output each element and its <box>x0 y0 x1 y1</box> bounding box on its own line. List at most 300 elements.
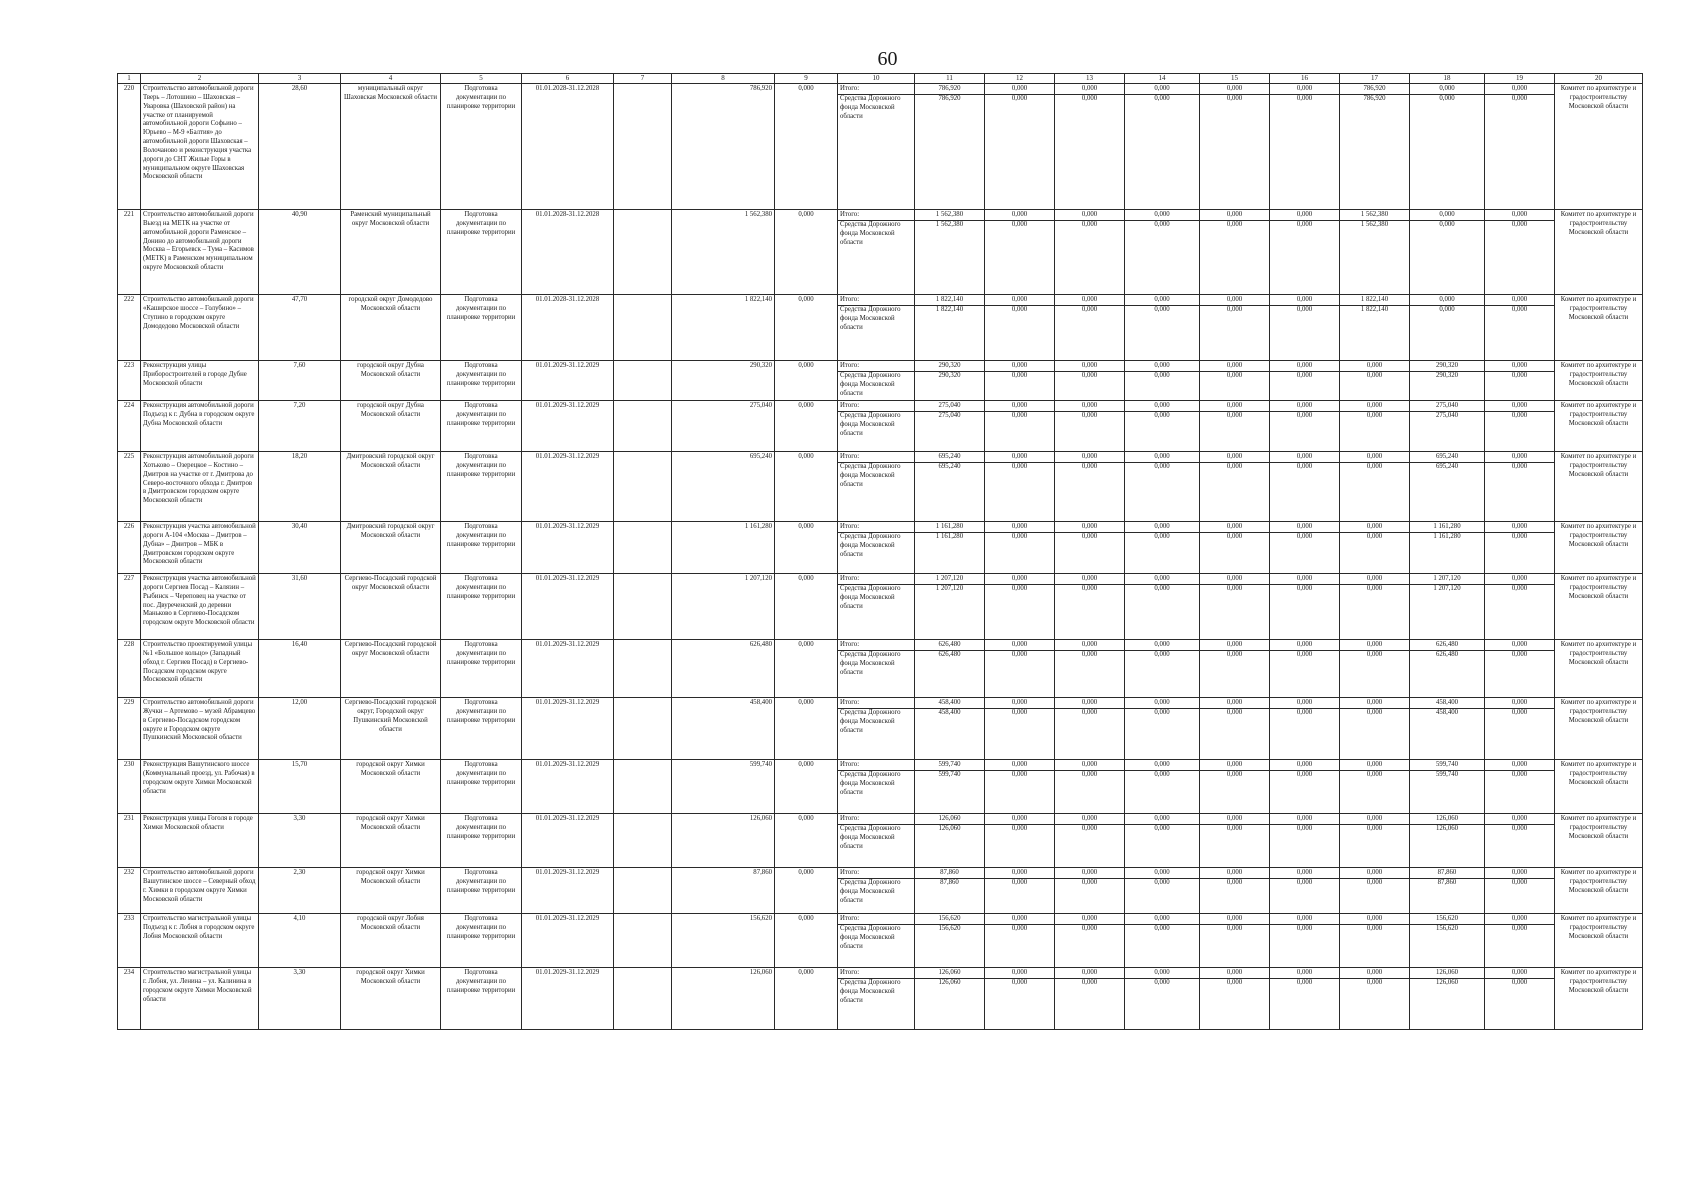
table-row <box>118 452 1643 522</box>
amount-source: 1 161,280 <box>935 532 964 540</box>
municipality: Сергиево-Посадский городской округ Московской области <box>341 640 441 698</box>
amount-column-16 <box>1270 968 1340 1030</box>
amount-total: 0,000 <box>1270 699 1339 709</box>
amount-source: 0,000 <box>1366 532 1383 540</box>
amount-source: 0,000 <box>1011 584 1028 592</box>
total-cost: 1 161,280 <box>672 522 775 574</box>
amount-total: 0,000 <box>1055 453 1124 463</box>
amount-total: 0,000 <box>1125 575 1199 585</box>
municipality: городской округ Лобня Московской области <box>341 914 441 968</box>
amount-total: 0,000 <box>985 815 1054 825</box>
responsible-executor: Комитет по архитектуре и градостроительству Московской области <box>1555 401 1643 452</box>
amount-total: 0,000 <box>1125 402 1199 412</box>
amount-total: 0,000 <box>1410 211 1484 221</box>
object-name: Строительство автомобильной дороги Выезд на МЕТК на участке от автомобильной дороги Раменское – Донино до автомобильной дороги Москва – Егорьевск – Тума – Касимов (МЕТК) в Раменском муниципальном округе Московской области <box>141 210 259 295</box>
amount-total: 0,000 <box>1125 85 1199 95</box>
amount-column-13 <box>1055 452 1125 522</box>
amount-total: 0,000 <box>1410 296 1484 306</box>
municipality: Сергиево-Посадский городской округ Московской области <box>341 574 441 640</box>
amount-total: 0,000 <box>985 761 1054 771</box>
amount-total: 458,400 <box>1410 699 1484 709</box>
amount-total: 0,000 <box>1055 869 1124 879</box>
financing-source-label: Средства Дорожного фонда Московской области <box>840 924 901 950</box>
funded-amount: 0,000 <box>775 814 838 868</box>
amount-source: 0,000 <box>1226 650 1243 658</box>
amount-column-11 <box>915 452 985 522</box>
amount-column-13 <box>1055 760 1125 814</box>
financing-total-label: Итого: <box>838 362 914 372</box>
amount-source: 599,740 <box>938 770 961 778</box>
responsible-executor: Комитет по архитектуре и градостроительству Московской области <box>1555 698 1643 760</box>
amount-total: 0,000 <box>1485 523 1554 533</box>
amount-column-16 <box>1270 698 1340 760</box>
column-7-value <box>614 401 672 452</box>
amount-total: 1 562,380 <box>915 211 984 221</box>
amount-total: 0,000 <box>1200 815 1269 825</box>
amount-column-16 <box>1270 814 1340 868</box>
amount-total: 0,000 <box>1200 85 1269 95</box>
amount-column-14 <box>1125 452 1200 522</box>
amount-column-15 <box>1200 361 1270 401</box>
amount-source: 0,000 <box>1081 708 1098 716</box>
amount-source: 0,000 <box>1154 650 1170 658</box>
amount-total: 156,620 <box>915 915 984 925</box>
amount-total: 0,000 <box>1200 362 1269 372</box>
column-header-10: 10 <box>838 74 915 84</box>
amount-source: 0,000 <box>1296 371 1313 379</box>
amount-column-14 <box>1125 968 1200 1030</box>
amount-source: 87,860 <box>1437 878 1457 886</box>
total-cost: 1 562,380 <box>672 210 775 295</box>
column-7-value <box>614 968 672 1030</box>
responsible-executor: Комитет по архитектуре и градостроительству Московской области <box>1555 814 1643 868</box>
amount-source: 626,480 <box>938 650 961 658</box>
amount-source: 0,000 <box>1081 305 1098 313</box>
amount-source: 0,000 <box>1296 924 1313 932</box>
amount-total: 0,000 <box>1340 969 1409 979</box>
column-header-6: 6 <box>522 74 614 84</box>
column-number-row <box>118 74 1643 84</box>
responsible-executor: Комитет по архитектуре и градостроительству Московской области <box>1555 361 1643 401</box>
amount-source: 0,000 <box>1154 532 1170 540</box>
amount-total: 1 161,280 <box>1410 523 1484 533</box>
table-row <box>118 760 1643 814</box>
amount-column-18 <box>1410 401 1485 452</box>
financing-total-label: Итого: <box>838 523 914 533</box>
column-header-13: 13 <box>1055 74 1125 84</box>
amount-source: 0,000 <box>1366 411 1383 419</box>
amount-column-16 <box>1270 760 1340 814</box>
amount-total: 0,000 <box>1125 296 1199 306</box>
municipality: городской округ Домодедово Московской области <box>341 295 441 361</box>
amount-total: 0,000 <box>1270 402 1339 412</box>
amount-column-12 <box>985 640 1055 698</box>
amount-source: 0,000 <box>1296 411 1313 419</box>
amount-source: 1 822,140 <box>1360 305 1389 313</box>
amount-total: 0,000 <box>1125 699 1199 709</box>
amount-total: 0,000 <box>1200 523 1269 533</box>
amount-total: 0,000 <box>1200 402 1269 412</box>
amount-total: 0,000 <box>1200 296 1269 306</box>
amount-column-19 <box>1485 968 1555 1030</box>
municipality: городской округ Дубна Московской области <box>341 401 441 452</box>
amount-total: 0,000 <box>1340 915 1409 925</box>
amount-column-18 <box>1410 914 1485 968</box>
responsible-executor: Комитет по архитектуре и градостроительству Московской области <box>1555 574 1643 640</box>
amount-column-12 <box>985 698 1055 760</box>
work-period: 01.01.2028-31.12.2028 <box>522 210 614 295</box>
amount-total: 0,000 <box>1125 211 1199 221</box>
amount-column-17 <box>1340 914 1410 968</box>
amount-column-12 <box>985 84 1055 210</box>
amount-total: 0,000 <box>1485 402 1554 412</box>
amount-total: 0,000 <box>1200 969 1269 979</box>
amount-column-14 <box>1125 401 1200 452</box>
column-7-value <box>614 452 672 522</box>
amount-source: 0,000 <box>1011 462 1028 470</box>
responsible-executor: Комитет по архитектуре и градостроительству Московской области <box>1555 84 1643 210</box>
amount-column-12 <box>985 210 1055 295</box>
amount-total: 0,000 <box>1055 402 1124 412</box>
amount-total: 0,000 <box>1200 915 1269 925</box>
financing-source <box>838 210 915 295</box>
amount-source: 458,400 <box>938 708 961 716</box>
amount-column-19 <box>1485 640 1555 698</box>
amount-column-15 <box>1200 640 1270 698</box>
amount-source: 0,000 <box>1011 371 1028 379</box>
amount-column-13 <box>1055 698 1125 760</box>
amount-source: 0,000 <box>1011 305 1028 313</box>
amount-total: 0,000 <box>1270 969 1339 979</box>
amount-column-14 <box>1125 84 1200 210</box>
responsible-executor: Комитет по архитектуре и градостроительству Московской области <box>1555 210 1643 295</box>
row-number: 234 <box>118 968 141 1030</box>
amount-total: 626,480 <box>915 641 984 651</box>
amount-column-12 <box>985 760 1055 814</box>
object-name: Строительство проектируемой улицы №1 «Большое кольцо» (Западный обход г. Сергиев Посад) в Сергиево-Посадском городском округе Московской области <box>141 640 259 698</box>
amount-total: 599,740 <box>1410 761 1484 771</box>
amount-column-14 <box>1125 210 1200 295</box>
amount-total: 0,000 <box>1340 869 1409 879</box>
financing-source-label: Средства Дорожного фонда Московской области <box>840 462 901 488</box>
row-number: 223 <box>118 361 141 401</box>
row-number: 228 <box>118 640 141 698</box>
amount-source: 0,000 <box>1081 650 1098 658</box>
total-cost: 626,480 <box>672 640 775 698</box>
row-number: 230 <box>118 760 141 814</box>
table-row <box>118 914 1643 968</box>
amount-column-17 <box>1340 452 1410 522</box>
amount-source: 1 207,120 <box>935 584 964 592</box>
amount-total: 0,000 <box>1055 211 1124 221</box>
work-period: 01.01.2029-31.12.2029 <box>522 914 614 968</box>
amount-column-12 <box>985 361 1055 401</box>
amount-source: 0,000 <box>1366 371 1383 379</box>
amount-column-16 <box>1270 574 1340 640</box>
amount-total: 0,000 <box>1340 815 1409 825</box>
amount-total: 0,000 <box>1270 523 1339 533</box>
amount-total: 87,860 <box>915 869 984 879</box>
amount-source: 0,000 <box>1226 220 1243 228</box>
amount-source: 0,000 <box>1296 305 1313 313</box>
amount-source: 0,000 <box>1154 978 1170 986</box>
work-period: 01.01.2029-31.12.2029 <box>522 361 614 401</box>
work-period: 01.01.2029-31.12.2029 <box>522 868 614 914</box>
municipality: Дмитровский городской округ Московской области <box>341 452 441 522</box>
funded-amount: 0,000 <box>775 574 838 640</box>
work-stage: Подготовка документации по планировке территории <box>441 698 522 760</box>
amount-source: 1 207,120 <box>1433 584 1461 592</box>
amount-column-19 <box>1485 522 1555 574</box>
amount-total: 0,000 <box>1055 641 1124 651</box>
amount-column-12 <box>985 914 1055 968</box>
amount-total: 0,000 <box>1340 641 1409 651</box>
amount-source: 0,000 <box>1296 978 1313 986</box>
table-row <box>118 868 1643 914</box>
amount-source: 0,000 <box>1081 978 1098 986</box>
amount-column-17 <box>1340 401 1410 452</box>
amount-total: 0,000 <box>985 402 1054 412</box>
amount-column-14 <box>1125 640 1200 698</box>
responsible-executor: Комитет по архитектуре и градостроительству Московской области <box>1555 452 1643 522</box>
amount-column-15 <box>1200 574 1270 640</box>
work-stage: Подготовка документации по планировке территории <box>441 968 522 1030</box>
amount-source: 0,000 <box>1226 462 1243 470</box>
amount-total: 0,000 <box>1270 869 1339 879</box>
amount-total: 0,000 <box>1485 641 1554 651</box>
amount-column-18 <box>1410 760 1485 814</box>
amount-total: 0,000 <box>1485 453 1554 463</box>
responsible-executor: Комитет по архитектуре и градостроительству Московской области <box>1555 295 1643 361</box>
amount-total: 0,000 <box>1200 575 1269 585</box>
amount-source: 0,000 <box>1081 824 1098 832</box>
funded-amount: 0,000 <box>775 868 838 914</box>
funded-amount: 0,000 <box>775 760 838 814</box>
table-row <box>118 698 1643 760</box>
amount-total: 0,000 <box>1485 575 1554 585</box>
amount-total: 0,000 <box>1485 699 1554 709</box>
amount-total: 0,000 <box>1125 641 1199 651</box>
amount-total: 275,040 <box>1410 402 1484 412</box>
amount-column-19 <box>1485 452 1555 522</box>
amount-column-11 <box>915 968 985 1030</box>
amount-source: 126,060 <box>1435 978 1459 986</box>
financing-source <box>838 698 915 760</box>
amount-total: 0,000 <box>1055 575 1124 585</box>
work-stage: Подготовка документации по планировке территории <box>441 295 522 361</box>
financing-total-label: Итого: <box>838 453 914 463</box>
table-row <box>118 814 1643 868</box>
row-number: 229 <box>118 698 141 760</box>
amount-total: 0,000 <box>985 915 1054 925</box>
work-period: 01.01.2029-31.12.2029 <box>522 452 614 522</box>
amount-column-15 <box>1200 84 1270 210</box>
amount-source: 0,000 <box>1511 94 1528 102</box>
amount-total: 0,000 <box>1125 453 1199 463</box>
amount-total: 1 562,380 <box>1340 211 1409 221</box>
work-period: 01.01.2029-31.12.2029 <box>522 760 614 814</box>
amount-total: 0,000 <box>1270 211 1339 221</box>
column-header-9: 9 <box>775 74 838 84</box>
responsible-executor: Комитет по архитектуре и градостроительству Московской области <box>1555 640 1643 698</box>
amount-column-13 <box>1055 84 1125 210</box>
column-header-20: 20 <box>1555 74 1643 84</box>
row-number: 222 <box>118 295 141 361</box>
column-7-value <box>614 760 672 814</box>
amount-source: 126,060 <box>938 824 961 832</box>
amount-column-12 <box>985 295 1055 361</box>
column-header-5: 5 <box>441 74 522 84</box>
amount-total: 1 207,120 <box>915 575 984 585</box>
amount-column-16 <box>1270 295 1340 361</box>
amount-column-19 <box>1485 401 1555 452</box>
row-number: 220 <box>118 84 141 210</box>
amount-column-15 <box>1200 760 1270 814</box>
amount-source: 0,000 <box>1511 708 1528 716</box>
amount-source: 695,240 <box>938 462 961 470</box>
amount-total: 0,000 <box>1200 761 1269 771</box>
amount-source: 1 562,380 <box>935 220 964 228</box>
amount-source: 0,000 <box>1226 824 1243 832</box>
amount-source: 0,000 <box>1366 878 1383 886</box>
work-stage: Подготовка документации по планировке территории <box>441 574 522 640</box>
amount-source: 0,000 <box>1511 878 1528 886</box>
object-name: Реконструкция улицы Приборостроителей в городе Дубне Московской области <box>141 361 259 401</box>
column-7-value <box>614 698 672 760</box>
column-header-15: 15 <box>1200 74 1270 84</box>
column-header-3: 3 <box>259 74 341 84</box>
amount-total: 0,000 <box>985 869 1054 879</box>
financing-source-label: Средства Дорожного фонда Московской области <box>840 770 901 796</box>
amount-total: 0,000 <box>1125 523 1199 533</box>
work-period: 01.01.2029-31.12.2029 <box>522 522 614 574</box>
amount-column-13 <box>1055 401 1125 452</box>
amount-source: 0,000 <box>1081 770 1098 778</box>
object-length: 4,10 <box>259 914 341 968</box>
amount-source: 0,000 <box>1226 708 1243 716</box>
amount-source: 0,000 <box>1154 924 1170 932</box>
amount-source: 0,000 <box>1296 220 1313 228</box>
amount-total: 0,000 <box>985 362 1054 372</box>
object-length: 7,60 <box>259 361 341 401</box>
object-length: 30,40 <box>259 522 341 574</box>
amount-column-13 <box>1055 210 1125 295</box>
financing-source <box>838 522 915 574</box>
amount-total: 0,000 <box>1485 869 1554 879</box>
amount-column-19 <box>1485 814 1555 868</box>
amount-source: 0,000 <box>1366 462 1383 470</box>
financing-source <box>838 968 915 1030</box>
object-length: 18,20 <box>259 452 341 522</box>
total-cost: 695,240 <box>672 452 775 522</box>
amount-source: 0,000 <box>1011 770 1028 778</box>
financing-total-label: Итого: <box>838 969 914 979</box>
column-7-value <box>614 210 672 295</box>
column-header-8: 8 <box>672 74 775 84</box>
amount-source: 0,000 <box>1296 770 1313 778</box>
funded-amount: 0,000 <box>775 295 838 361</box>
amount-source: 275,040 <box>938 411 961 419</box>
work-stage: Подготовка документации по планировке территории <box>441 914 522 968</box>
amount-total: 0,000 <box>985 523 1054 533</box>
municipality: городской округ Дубна Московской области <box>341 361 441 401</box>
amount-column-18 <box>1410 698 1485 760</box>
financing-source <box>838 574 915 640</box>
table-row <box>118 295 1643 361</box>
financing-source-label: Средства Дорожного фонда Московской области <box>840 532 901 558</box>
column-7-value <box>614 574 672 640</box>
amount-total: 1 161,280 <box>915 523 984 533</box>
object-length: 2,30 <box>259 868 341 914</box>
amount-column-16 <box>1270 868 1340 914</box>
amount-source: 0,000 <box>1226 94 1243 102</box>
amount-source: 0,000 <box>1154 94 1170 102</box>
object-length: 40,90 <box>259 210 341 295</box>
amount-column-13 <box>1055 640 1125 698</box>
amount-total: 0,000 <box>1055 815 1124 825</box>
table-row <box>118 361 1643 401</box>
amount-column-12 <box>985 968 1055 1030</box>
amount-column-18 <box>1410 452 1485 522</box>
amount-source: 0,000 <box>1511 770 1528 778</box>
amount-source: 0,000 <box>1511 532 1528 540</box>
amount-source: 0,000 <box>1511 371 1528 379</box>
row-number: 233 <box>118 914 141 968</box>
funded-amount: 0,000 <box>775 522 838 574</box>
amount-column-15 <box>1200 452 1270 522</box>
object-name: Реконструкция участка автомобильной дороги А-104 «Москва – Дмитров – Дубна» – Дмитров – МБК в Дмитровском городском округе Московской области <box>141 522 259 574</box>
amount-column-12 <box>985 522 1055 574</box>
work-period: 01.01.2029-31.12.2029 <box>522 640 614 698</box>
amount-total: 1 822,140 <box>915 296 984 306</box>
amount-source: 0,000 <box>1296 584 1313 592</box>
object-name: Реконструкция автомобильной дороги Подъезд к г. Дубна в городском округе Дубна Московской области <box>141 401 259 452</box>
financing-total-label: Итого: <box>838 761 914 771</box>
amount-column-11 <box>915 84 985 210</box>
amount-total: 0,000 <box>1485 211 1554 221</box>
work-stage: Подготовка документации по планировке территории <box>441 640 522 698</box>
amount-total: 0,000 <box>1270 641 1339 651</box>
amount-source: 0,000 <box>1511 978 1528 986</box>
row-number: 225 <box>118 452 141 522</box>
column-header-17: 17 <box>1340 74 1410 84</box>
amount-source: 0,000 <box>1296 532 1313 540</box>
financing-source <box>838 361 915 401</box>
amount-source: 0,000 <box>1226 924 1243 932</box>
amount-column-17 <box>1340 640 1410 698</box>
funded-amount: 0,000 <box>775 84 838 210</box>
amount-source: 0,000 <box>1511 411 1528 419</box>
amount-column-12 <box>985 452 1055 522</box>
amount-column-18 <box>1410 210 1485 295</box>
amount-total: 0,000 <box>1125 969 1199 979</box>
amount-column-17 <box>1340 814 1410 868</box>
amount-column-11 <box>915 868 985 914</box>
amount-column-13 <box>1055 968 1125 1030</box>
amount-total: 0,000 <box>1485 85 1554 95</box>
amount-source: 0,000 <box>1296 462 1313 470</box>
column-7-value <box>614 914 672 968</box>
amount-total: 0,000 <box>985 699 1054 709</box>
amount-total: 126,060 <box>915 815 984 825</box>
municipality: городской округ Химки Московской области <box>341 814 441 868</box>
column-header-1: 1 <box>118 74 141 84</box>
amount-source: 0,000 <box>1366 978 1383 986</box>
object-length: 47,70 <box>259 295 341 361</box>
amount-total: 126,060 <box>1410 969 1484 979</box>
amount-column-14 <box>1125 698 1200 760</box>
amount-source: 156,620 <box>938 924 961 932</box>
